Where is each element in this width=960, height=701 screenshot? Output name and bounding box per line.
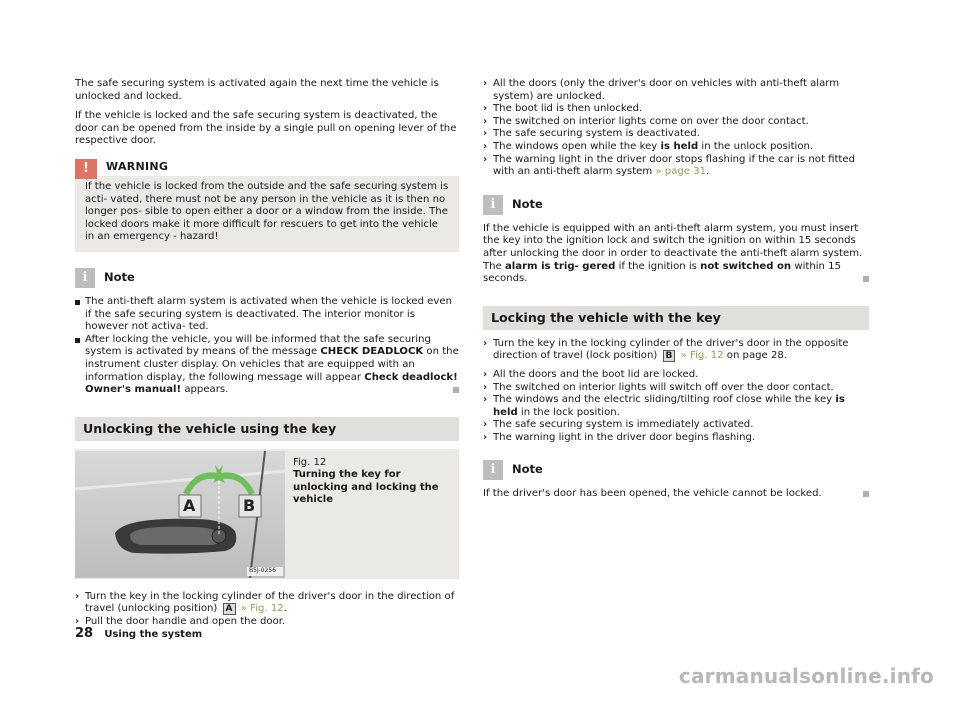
result-text: The switched on interior lights will switch off over the door contact. (493, 381, 834, 393)
result-item (483, 78, 869, 103)
chevron-right-icon: › (483, 128, 488, 140)
result-text: in the unlock position. (698, 140, 814, 152)
info-icon: i (483, 195, 503, 215)
label-b-reference: B (663, 350, 676, 362)
message-text: Check deadlock! Owner's manual! (85, 371, 458, 396)
chevron-right-icon: › (75, 590, 80, 602)
result-item (483, 369, 869, 382)
note-header (483, 195, 869, 215)
chapter-title: Using the system (104, 629, 203, 640)
chevron-right-icon: › (75, 615, 80, 627)
bullet-square-icon (75, 300, 80, 305)
section-heading: Locking the vehicle with the key (483, 306, 869, 330)
chevron-right-icon: › (483, 140, 488, 152)
figure-link[interactable]: » Fig. 12 (680, 350, 724, 362)
warning-icon: ! (75, 159, 97, 179)
page-link[interactable]: » page 31 (655, 166, 707, 178)
chevron-right-icon: › (483, 381, 488, 393)
result-text: The warning light in the driver door begins flashing. (493, 431, 756, 443)
figure-code: B5J-0256 (249, 566, 276, 574)
note-title: Note (512, 196, 543, 211)
instruction-step (75, 616, 459, 629)
note-bullet-text: The anti-theft alarm system is activated when the vehicle is locked even if the safe securing system is deactivated. The interior monitor is however not activa- ted. (85, 295, 452, 333)
result-item (483, 394, 869, 419)
result-text: The safe securing system is deactivated. (493, 128, 700, 140)
emphasis-text: is held (660, 140, 699, 152)
note-text: If the driver's door has been opened, the vehicle cannot be locked. (483, 488, 822, 500)
result-text: All the doors and the boot lid are locked. (493, 368, 699, 380)
section-heading: Unlocking the vehicle using the key (75, 417, 459, 441)
result-item (483, 382, 869, 395)
chevron-right-icon: › (483, 419, 488, 431)
chevron-right-icon: › (483, 431, 488, 443)
message-text: CHECK DEADLOCK (320, 346, 424, 358)
result-item (483, 128, 869, 141)
page-number: 28 (75, 626, 94, 641)
step-text: Turn the key in the locking cylinder of the driver's door in the opposite direction of travel (lock position) (493, 337, 849, 362)
result-item (483, 141, 869, 154)
figure (75, 449, 459, 579)
result-text: The windows and the electric sliding/tilting roof close while the key (493, 394, 836, 406)
result-text: The boot lid is then unlocked. (493, 103, 643, 115)
label-b: B (243, 495, 256, 515)
paragraph: The safe securing system is activated again the next time the vehicle is unlocked and locked. (75, 78, 439, 102)
warning-header (75, 159, 459, 176)
note-text: appears. (181, 384, 229, 396)
note-paragraph (483, 488, 869, 501)
result-text: All the doors (only the driver's door on vehicles with anti-theft alarm system) are unlocked. (493, 78, 840, 102)
emphasis-text: not switched on (700, 260, 792, 272)
note-text: After locking the vehicle, you will be informed that the safe securing system is activated by means of the message (85, 333, 431, 358)
result-item (483, 103, 869, 116)
step-text: Pull the door handle and open the door. (85, 615, 286, 627)
step-text: Turn the key in the locking cylinder of the driver's door in the direction of travel (unlocking position) (85, 590, 455, 615)
note-text: within 15 seconds. (483, 260, 841, 285)
section-end-icon (453, 387, 459, 393)
right-column (483, 78, 869, 508)
warning-title: WARNING (106, 159, 169, 173)
figure-title: Turning the key for unlocking and locking the vehicle (293, 469, 439, 505)
page-footer (75, 628, 202, 642)
label-a: A (183, 495, 196, 515)
note-text: if the ignition is (615, 260, 701, 272)
info-icon: i (483, 460, 503, 480)
watermark: carmanualsonline.info (678, 664, 934, 688)
result-text: The warning light in the driver door stops flashing if the car is not fitted with an anti-theft alarm system (493, 153, 856, 178)
chevron-right-icon: › (483, 153, 488, 165)
result-text: The windows open while the key (493, 140, 661, 152)
chevron-right-icon: › (483, 103, 488, 115)
chevron-right-icon: › (483, 394, 488, 406)
instruction-step (483, 338, 869, 363)
info-icon: i (75, 268, 95, 288)
step-text: on page 28. (723, 350, 788, 362)
result-text: in the lock position. (517, 406, 620, 418)
result-text: . (706, 166, 710, 178)
chevron-right-icon: › (483, 78, 488, 89)
door-handle-illustration (75, 451, 285, 578)
result-text: The switched on interior lights come on over the door contact. (493, 115, 809, 127)
note-bullet (75, 334, 459, 397)
label-a-reference: A (223, 603, 236, 615)
chevron-right-icon: › (483, 115, 488, 127)
note-title: Note (512, 462, 543, 477)
figure-number: Fig. 12 (293, 456, 327, 468)
note-title: Note (104, 269, 135, 284)
step-text: . (283, 603, 287, 615)
note-bullet (75, 296, 459, 334)
bullet-square-icon (75, 338, 80, 343)
emphasis-text: alarm is trig- gered (504, 260, 616, 272)
warning-text: If the vehicle is locked from the outside and the safe securing system is acti- vated, there must not be any person in the vehicle as it is then no longer pos- sible to open either a door or a window from the inside. The locked doors make it more difficult for rescuers to get into the vehicle in an emergency - hazard! (85, 180, 449, 243)
warning-box (75, 159, 459, 252)
chevron-right-icon: › (483, 337, 488, 349)
result-item (483, 419, 869, 432)
result-item (483, 154, 869, 179)
result-item (483, 116, 869, 129)
note-text: If the vehicle is equipped with an anti-theft alarm system, you must insert the key into the ignition lock and switch the ignition on within 15 seconds after unlocking the door in order to deactivate the anti-theft alarm system. The (483, 222, 863, 272)
chevron-right-icon: › (483, 368, 488, 380)
instruction-step (75, 591, 459, 616)
result-item (483, 432, 869, 445)
left-column (75, 78, 459, 628)
note-text: on the instrument cluster display. On vehicles that are equipped with an information display, the following message will appear (85, 346, 459, 383)
emphasis-text: is held (493, 394, 845, 418)
figure-caption (293, 457, 453, 507)
note-header (75, 268, 459, 288)
note-header (483, 460, 869, 480)
section-end-icon (863, 276, 869, 282)
note-paragraph (483, 223, 869, 286)
result-text: The safe securing system is immediately activated. (493, 419, 754, 431)
figure-link[interactable]: » Fig. 12 (240, 603, 284, 615)
paragraph: If the vehicle is locked and the safe securing system is deactivated, the door can be opened from the inside by a single pull on opening lever of the respective door. (75, 110, 457, 147)
section-end-icon (863, 491, 869, 497)
